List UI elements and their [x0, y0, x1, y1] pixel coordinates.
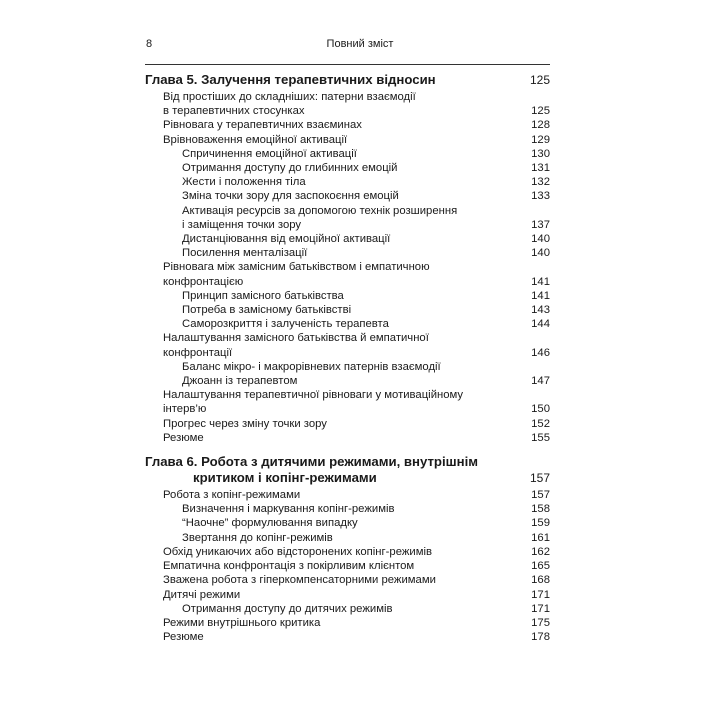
toc-page-number: 168	[531, 574, 550, 587]
toc-page-number: 141	[531, 275, 550, 288]
toc-section	[145, 331, 550, 359]
toc-entry-line: в терапевтичних стосунках	[163, 105, 305, 118]
toc-entry-line: Отримання доступу до дитячих режимів	[182, 602, 393, 615]
toc-entry-title	[163, 260, 510, 288]
toc-entry-line: Посилення менталізації	[182, 247, 308, 260]
toc-entry-title	[163, 588, 510, 602]
toc-page-number: 143	[531, 304, 550, 317]
toc-page-number: 133	[531, 190, 550, 203]
toc-entry-title	[182, 232, 510, 246]
chapter-gap	[145, 445, 550, 454]
chapter-title-line: критиком і копінг-режимами	[193, 470, 377, 486]
toc-subsection	[145, 360, 550, 388]
toc-entry-title	[182, 175, 510, 189]
toc-subsection	[145, 516, 550, 530]
toc-entry-title	[163, 331, 510, 359]
toc-entry-title	[163, 90, 510, 118]
toc-entry-line: Робота з копінг-режимами	[163, 489, 301, 502]
toc-section	[145, 559, 550, 573]
toc-page-number: 140	[531, 233, 550, 246]
toc-entry-title	[163, 573, 510, 587]
toc-subsection	[145, 147, 550, 161]
toc-entry-line: Резюме	[163, 631, 204, 644]
toc-entry-line: Отримання доступу до глибинних емоцій	[182, 162, 398, 175]
table-of-contents	[145, 72, 550, 644]
toc-entry-line: Обхід уникаючих або відсторонених копінг-режимів	[163, 545, 433, 558]
chapter-title	[145, 72, 510, 88]
toc-section	[145, 545, 550, 559]
toc-entry-line: Активація ресурсів за допомогою технік розширення	[182, 204, 458, 217]
toc-entry-title	[163, 431, 510, 445]
toc-page-number: 128	[531, 119, 550, 132]
toc-entry-line: Спричинення емоційної активації	[182, 147, 357, 160]
toc-page-number: 137	[531, 218, 550, 231]
toc-subsection	[145, 289, 550, 303]
toc-page-number: 165	[531, 560, 550, 573]
toc-entry-line: Потреба в замісному батьківстві	[182, 304, 352, 317]
toc-entry-line: інтерв’ю	[163, 403, 207, 416]
toc-section	[145, 630, 550, 644]
toc-entry-title	[182, 303, 510, 317]
toc-entry-title	[163, 630, 510, 644]
toc-entry-title	[182, 531, 510, 545]
running-header-title: Повний зміст	[326, 38, 394, 50]
toc-entry-title	[182, 317, 510, 331]
toc-page-number: 140	[531, 247, 550, 260]
toc-subsection	[145, 602, 550, 616]
toc-entry-line: Режими внутрішнього критика	[163, 616, 321, 629]
toc-entry-line: Налаштування терапевтичної рівноваги у мотиваційному	[163, 389, 464, 402]
toc-entry-title	[182, 360, 510, 388]
toc-entry-title	[182, 516, 510, 530]
toc-entry-line: Звертання до копінг-режимів	[182, 531, 333, 544]
toc-page-number: 129	[531, 133, 550, 146]
toc-page-number: 132	[531, 176, 550, 189]
toc-entry-line: конфронтацією	[163, 275, 244, 288]
toc-entry-line: Жести і положення тіла	[182, 176, 306, 189]
toc-subsection	[145, 246, 550, 260]
toc-entry-title	[182, 189, 510, 203]
toc-entry-line: конфронтації	[163, 346, 233, 359]
chapter-title-line: Глава 5. Залучення терапевтичних відносин	[145, 72, 436, 87]
toc-section	[145, 260, 550, 288]
toc-entry-line: Джоанн із терапевтом	[182, 375, 298, 388]
toc-page-number: 162	[531, 545, 550, 558]
chapter-title	[145, 454, 510, 486]
toc-section	[145, 417, 550, 431]
toc-entry-line: Принцип замісного батьківства	[182, 289, 344, 302]
toc-entry-line: “Наочне” формулювання випадку	[182, 517, 358, 530]
toc-entry-line: Дистанціювання від емоційної активації	[182, 233, 391, 246]
toc-page-number: 159	[531, 517, 550, 530]
toc-entry-title	[182, 161, 510, 175]
toc-section	[145, 616, 550, 630]
toc-entry-line: Налаштування замісного батьківства й емпатичної	[163, 332, 429, 345]
page-number: 8	[146, 38, 153, 50]
toc-entry-title	[182, 602, 510, 616]
toc-section	[145, 118, 550, 132]
toc-section	[145, 133, 550, 147]
toc-page-number: 171	[531, 602, 550, 615]
toc-entry-title	[163, 388, 510, 416]
toc-entry-line: Прогрес через зміну точки зору	[163, 417, 327, 430]
toc-entry-line: Емпатична конфронтація з покірливим клієнтом	[163, 560, 415, 573]
toc-subsection	[145, 204, 550, 232]
toc-entry-title	[182, 289, 510, 303]
toc-entry-title	[163, 559, 510, 573]
toc-subsection	[145, 175, 550, 189]
chapter-title-line: Глава 6. Робота з дитячими режимами, внутрішнім	[145, 454, 479, 470]
toc-section	[145, 388, 550, 416]
toc-section	[145, 573, 550, 587]
toc-entry-line: і заміщення точки зору	[182, 218, 302, 231]
toc-page-number: 157	[531, 489, 550, 502]
toc-entry-title	[163, 118, 510, 132]
toc-entry-title	[163, 417, 510, 431]
toc-page-number: 141	[531, 289, 550, 302]
toc-entry-title	[182, 147, 510, 161]
toc-entry-line: Від простіших до складніших: патерни взаємодії	[163, 91, 416, 103]
header-rule	[145, 64, 550, 65]
toc-subsection	[145, 161, 550, 175]
toc-page-number: 146	[531, 346, 550, 359]
toc-page-number: 150	[531, 403, 550, 416]
toc-page-number: 130	[531, 147, 550, 160]
toc-page-number: 178	[531, 631, 550, 644]
toc-subsection	[145, 189, 550, 203]
toc-section	[145, 90, 550, 118]
toc-subsection	[145, 317, 550, 331]
toc-entry-line: Зміна точки зору для заспокоєння емоцій	[182, 190, 399, 203]
chapter-heading	[145, 454, 550, 486]
toc-entry-title	[182, 502, 510, 516]
toc-entry-title	[163, 545, 510, 559]
toc-subsection	[145, 232, 550, 246]
toc-entry-title	[182, 246, 510, 260]
toc-entry-line: Рівновага між замісним батьківством і емпатичною	[163, 261, 430, 274]
toc-page-number: 158	[531, 503, 550, 516]
toc-entry-line: Рівновага у терапевтичних взаєминах	[163, 119, 362, 132]
toc-entry-title	[182, 204, 510, 232]
toc-subsection	[145, 502, 550, 516]
toc-entry-title	[163, 133, 510, 147]
toc-entry-line: Врівноваження емоційної активації	[163, 133, 348, 146]
toc-section	[145, 588, 550, 602]
toc-section	[145, 488, 550, 502]
toc-page-number: 155	[531, 431, 550, 444]
toc-subsection	[145, 531, 550, 545]
toc-page-number: 144	[531, 318, 550, 331]
toc-entry-line: Визначення і маркування копінг-режимів	[182, 503, 395, 516]
chapter-page-number: 157	[529, 471, 550, 486]
toc-page-number: 175	[531, 616, 550, 629]
toc-entry-line: Резюме	[163, 431, 204, 444]
toc-entry-line: Зважена робота з гіперкомпенсаторними режимами	[163, 574, 436, 587]
toc-entry-line: Баланс мікро- і макрорівневих патернів взаємодії	[182, 360, 441, 373]
toc-entry-line: Саморозкриття і залученість терапевта	[182, 318, 389, 331]
chapter-heading	[145, 72, 550, 88]
toc-page-number: 131	[531, 162, 550, 175]
toc-page-number: 161	[531, 531, 550, 544]
toc-page-number: 171	[531, 588, 550, 601]
toc-page-number: 152	[531, 417, 550, 430]
toc-entry-title	[163, 488, 510, 502]
toc-page-number: 147	[531, 375, 550, 388]
toc-section	[145, 431, 550, 445]
toc-page-number: 125	[531, 105, 550, 118]
chapter-page-number: 125	[529, 73, 550, 87]
toc-entry-line: Дитячі режими	[163, 588, 241, 601]
toc-entry-title	[163, 616, 510, 630]
toc-subsection	[145, 303, 550, 317]
